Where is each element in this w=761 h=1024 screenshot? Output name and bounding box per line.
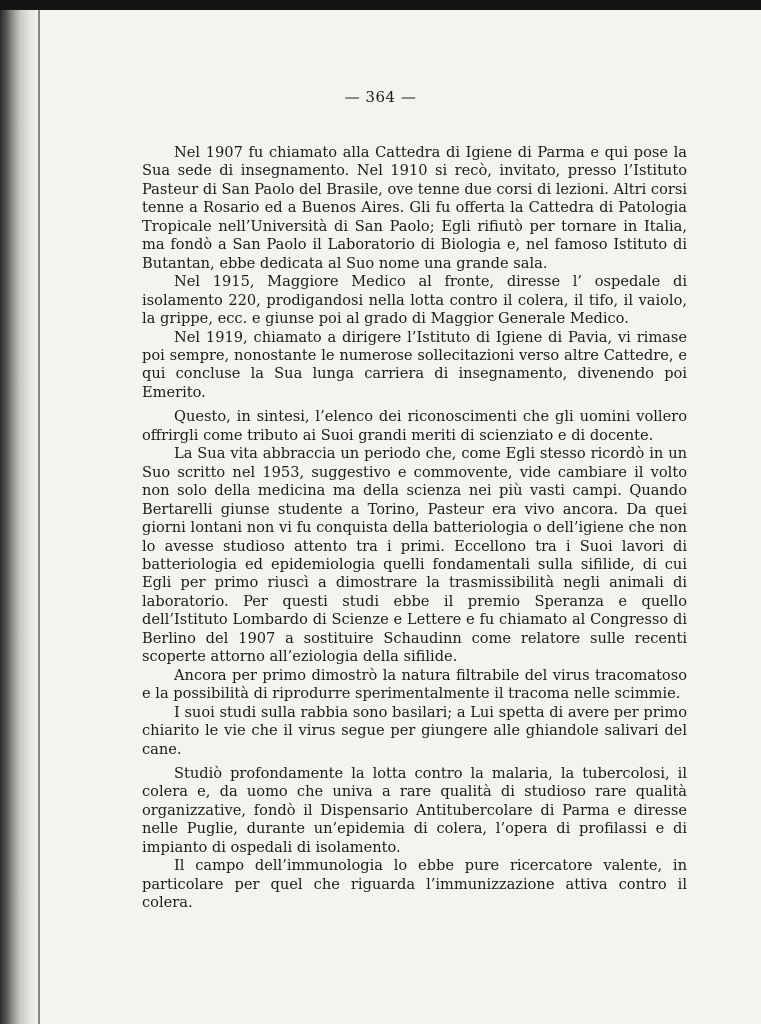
paragraph-vita-ricerche: La Sua vita abbraccia un periodo che, come Egli stesso ricordò in un Suo scritto nel 1953, suggestivo e commovente, vide cambiare il volto non solo della medicina ma della scienza nei più vasti campi. Quando Bertarelli giunse studente a Torino, Pasteur era vivo ancora. Da quei giorni lontani non vi fu conquista della batteriologia o dell’igiene che non lo avesse studioso attento tra i primi. Eccellono tra i Suoi lavori di batteriologia ed epidemiologia quelli fondamentali sulla sifilide, di cui Egli per primo riuscì a dimostrare la trasmissibilità negli animali di laboratorio. Per questi studi ebbe il premio Speranza e quello dell’Istituto Lombardo di Scienze e Lettere e fu chiamato al Congresso di Berlino del 1907 a sostituire Schaudinn come relatore sulle recenti scoperte attorno all’eziologia della sifilide.	[142, 445, 687, 666]
paragraph-immunologia: Il campo dell’immunologia lo ebbe pure ricercatore valente, in particolare per quel che riguarda l’immunizzazione attiva contro il colera.	[142, 857, 687, 912]
paragraph-malaria-tubercolosi: Studiò profondamente la lotta contro la malaria, la tubercolosi, il colera e, da uomo che univa a rare qualità di studioso rare qualità organizzative, fondò il Dispensario Antitubercolare di Parma e diresse nelle Puglie, durante un’epidemia di colera, l’opera di profilassi e di impianto di ospedali di isolamento.	[142, 764, 687, 856]
paragraph-tracoma: Ancora per primo dimostrò la natura filtrabile del virus tracomatoso e la possibilità di riprodurre sperimentalmente il tracoma nelle scimmie.	[142, 666, 687, 703]
page-edge-line	[38, 10, 40, 1024]
page-number: — 364 —	[344, 88, 417, 106]
paragraph-riconoscimenti: Questo, in sintesi, l’elenco dei riconoscimenti che gli uomini vollero offrirgli come tributo ai Suoi grandi meriti di scienziato e di docente.	[142, 408, 687, 444]
paragraph-rabbia: I suoi studi sulla rabbia sono basilari; a Lui spetta di avere per primo chiarito le vie che il virus segue per giungere alle ghiandole salivari del cane.	[142, 703, 687, 758]
paragraph-1919-pavia: Nel 1919, chiamato a dirigere l’Istituto di Igiene di Pavia, vi rimase poi sempre, nonostante le numerose sollecitazioni verso altre Cattedre, e qui concluse la Sua lunga carriera di insegnamento, divenendo poi Emerito.	[142, 328, 687, 401]
scan-top-border	[0, 0, 761, 10]
book-spine-shadow	[0, 10, 38, 1024]
body-text	[142, 144, 687, 913]
paragraph-cattedra-parma: Nel 1907 fu chiamato alla Cattedra di Igiene di Parma e qui pose la Sua sede di insegnamento. Nel 1910 si recò, invitato, presso l’Istituto Pasteur di San Paolo del Brasile, ove tenne due corsi di lezioni. Altri corsi tenne a Rosario ed a Buenos Aires. Gli fu offerta la Cattedra di Patologia Tropicale nell’Università di San Paolo; Egli rifiutò per tornare in Italia, ma fondò a San Paolo il Laboratorio di Biologia e, nel famoso Istituto di Butantan, ebbe dedicata al Suo nome una grande sala.	[142, 144, 687, 272]
paragraph-1915-fronte: Nel 1915, Maggiore Medico al fronte, diresse l’ ospedale di isolamento 220, prodigandosi nella lotta contro il colera, il tifo, il vaiolo, la grippe, ecc. e giunse poi al grado di Maggior Generale Medico.	[142, 273, 687, 328]
